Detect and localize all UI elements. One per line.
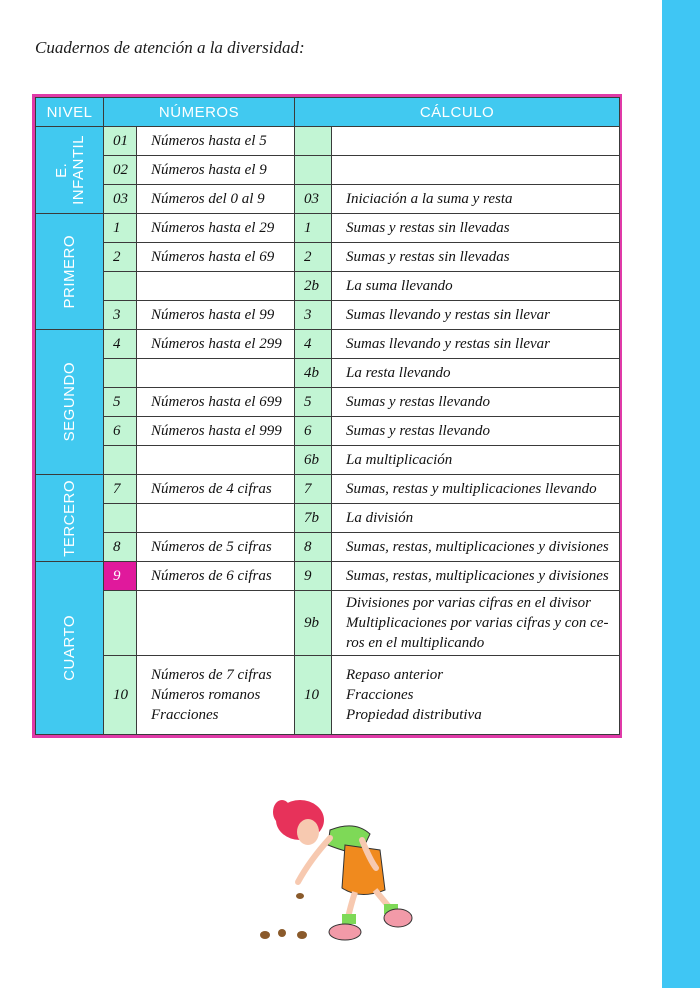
level-label: PRIMERO	[61, 234, 78, 309]
numeros-title	[137, 533, 295, 562]
level-cuarto	[36, 562, 104, 735]
cell-line: Sumas y restas sin llevadas	[346, 249, 510, 265]
numeros-title	[137, 591, 295, 656]
calculo-index: 2	[295, 243, 332, 272]
calculo-title	[332, 214, 620, 243]
calculo-index	[295, 156, 332, 185]
calculo-title	[332, 330, 620, 359]
cell-line: Repaso anterior	[346, 667, 444, 683]
numeros-index	[104, 446, 137, 475]
cell-line: Multiplicaciones por varias cifras y con ce-	[346, 615, 609, 631]
table-row	[36, 359, 620, 388]
cell-line: Divisiones por varias cifras en el divisor	[346, 595, 591, 611]
cell-line: Sumas y restas llevando	[346, 423, 491, 439]
numeros-title	[137, 156, 295, 185]
calculo-index: 9	[295, 562, 332, 591]
cell-line: Sumas llevando y restas sin llevar	[346, 307, 551, 323]
calculo-index: 4b	[295, 359, 332, 388]
cell-line: Números del 0 al 9	[151, 191, 265, 207]
curriculum-table	[32, 94, 622, 738]
numeros-title	[137, 656, 295, 735]
numeros-index: 9	[104, 562, 137, 591]
calculo-title	[332, 417, 620, 446]
calculo-title	[332, 504, 620, 533]
cell-line: Fracciones	[151, 707, 219, 723]
calculo-title	[332, 388, 620, 417]
numeros-title	[137, 388, 295, 417]
cell-line: Números hasta el 999	[151, 423, 282, 439]
numeros-index	[104, 272, 137, 301]
cell-line: La multiplicación	[346, 452, 453, 468]
calculo-title	[332, 656, 620, 735]
cell-line: Números hasta el 99	[151, 307, 275, 323]
cell-line: ros en el multiplicando	[346, 635, 485, 651]
cell-line: Sumas y restas sin llevadas	[346, 220, 510, 236]
numeros-title	[137, 243, 295, 272]
seeds	[260, 893, 307, 939]
cell-line: La resta llevando	[346, 365, 451, 381]
calculo-index: 2b	[295, 272, 332, 301]
table-row	[36, 446, 620, 475]
cell-line: Números hasta el 9	[151, 162, 267, 178]
table-row	[36, 417, 620, 446]
level-segundo	[36, 330, 104, 475]
cell-line: La división	[346, 510, 414, 526]
numeros-index	[104, 359, 137, 388]
calculo-index: 7b	[295, 504, 332, 533]
table-header-row	[36, 98, 620, 127]
table-row	[36, 185, 620, 214]
calculo-index: 7	[295, 475, 332, 504]
calculo-title	[332, 446, 620, 475]
cell-line: La suma llevando	[346, 278, 453, 294]
calculo-index: 8	[295, 533, 332, 562]
numeros-title	[137, 214, 295, 243]
numeros-title	[137, 446, 295, 475]
cell-line: Números de 6 cifras	[151, 568, 272, 584]
cell-line: Números de 4 cifras	[151, 481, 272, 497]
level-label: SEGUNDO	[61, 362, 78, 442]
cell-line: Números hasta el 299	[151, 336, 282, 352]
level-label	[53, 135, 87, 205]
table-row	[36, 562, 620, 591]
cell-line: Sumas llevando y restas sin llevar	[346, 336, 551, 352]
table-row	[36, 243, 620, 272]
table-row	[36, 272, 620, 301]
cell-line: Iniciación a la suma y resta	[346, 191, 513, 207]
numeros-title	[137, 127, 295, 156]
numeros-index: 03	[104, 185, 137, 214]
numeros-title	[137, 504, 295, 533]
level-primero	[36, 214, 104, 330]
calculo-title	[332, 359, 620, 388]
cell-line: Números hasta el 5	[151, 133, 267, 149]
numeros-index: 3	[104, 301, 137, 330]
table-row	[36, 656, 620, 735]
numeros-index: 01	[104, 127, 137, 156]
level-label: TERCERO	[61, 479, 78, 557]
calculo-index: 6b	[295, 446, 332, 475]
calculo-title	[332, 185, 620, 214]
numeros-index: 1	[104, 214, 137, 243]
calculo-index: 10	[295, 656, 332, 735]
calculo-index: 03	[295, 185, 332, 214]
calculo-title	[332, 591, 620, 656]
numeros-title	[137, 475, 295, 504]
numeros-title	[137, 359, 295, 388]
cell-line: Números de 7 cifras	[151, 667, 272, 683]
cell-line: Números hasta el 29	[151, 220, 275, 236]
header-calculo: CÁLCULO	[295, 98, 620, 127]
cell-line: Números hasta el 699	[151, 394, 282, 410]
cell-line: Números de 5 cifras	[151, 539, 272, 555]
table-row	[36, 156, 620, 185]
table-row	[36, 591, 620, 656]
level-label-line: INFANTIL	[69, 135, 87, 205]
table-row	[36, 388, 620, 417]
calculo-index: 5	[295, 388, 332, 417]
calculo-index	[295, 127, 332, 156]
numeros-index	[104, 504, 137, 533]
numeros-index: 02	[104, 156, 137, 185]
calculo-title	[332, 562, 620, 591]
numeros-index: 8	[104, 533, 137, 562]
calculo-index: 3	[295, 301, 332, 330]
cell-line: Propiedad distributiva	[346, 707, 482, 723]
cell-line: Sumas y restas llevando	[346, 394, 491, 410]
side-stripe	[662, 0, 700, 988]
numeros-index: 7	[104, 475, 137, 504]
numeros-title	[137, 562, 295, 591]
numeros-title	[137, 272, 295, 301]
level-tercero	[36, 475, 104, 562]
numeros-title	[137, 185, 295, 214]
calculo-title	[332, 533, 620, 562]
table-row	[36, 330, 620, 359]
table-row	[36, 301, 620, 330]
calculo-title	[332, 243, 620, 272]
calculo-title	[332, 301, 620, 330]
level-label: CUARTO	[61, 615, 78, 681]
numeros-index: 6	[104, 417, 137, 446]
numeros-index: 4	[104, 330, 137, 359]
table-row	[36, 127, 620, 156]
numeros-title	[137, 330, 295, 359]
numeros-title	[137, 417, 295, 446]
numeros-title	[137, 301, 295, 330]
page-heading: Cuadernos de atención a la diversidad:	[35, 38, 305, 57]
cell-line: Números romanos	[151, 687, 261, 703]
header-nivel: NIVEL	[36, 98, 104, 127]
calculo-title	[332, 127, 620, 156]
calculo-title	[332, 272, 620, 301]
cell-line: Sumas, restas, multiplicaciones y divisiones	[346, 568, 609, 584]
numeros-index: 2	[104, 243, 137, 272]
header-numeros: NÚMEROS	[104, 98, 295, 127]
girl-figure	[273, 800, 412, 940]
table-row	[36, 533, 620, 562]
calculo-index: 6	[295, 417, 332, 446]
calculo-title	[332, 475, 620, 504]
cell-line: Números hasta el 69	[151, 249, 275, 265]
table-row	[36, 214, 620, 243]
numeros-index: 10	[104, 656, 137, 735]
girl-illustration	[250, 790, 420, 950]
table-row	[36, 504, 620, 533]
calculo-index: 1	[295, 214, 332, 243]
calculo-title	[332, 156, 620, 185]
calculo-index: 9b	[295, 591, 332, 656]
cell-line: Sumas, restas y multiplicaciones llevando	[346, 481, 597, 497]
level-label-line: E.	[52, 162, 70, 178]
calculo-index: 4	[295, 330, 332, 359]
cell-line: Sumas, restas, multiplicaciones y divisiones	[346, 539, 609, 555]
numeros-index: 5	[104, 388, 137, 417]
numeros-index	[104, 591, 137, 656]
cell-line: Fracciones	[346, 687, 414, 703]
table-row	[36, 475, 620, 504]
level-infantil	[36, 127, 104, 214]
